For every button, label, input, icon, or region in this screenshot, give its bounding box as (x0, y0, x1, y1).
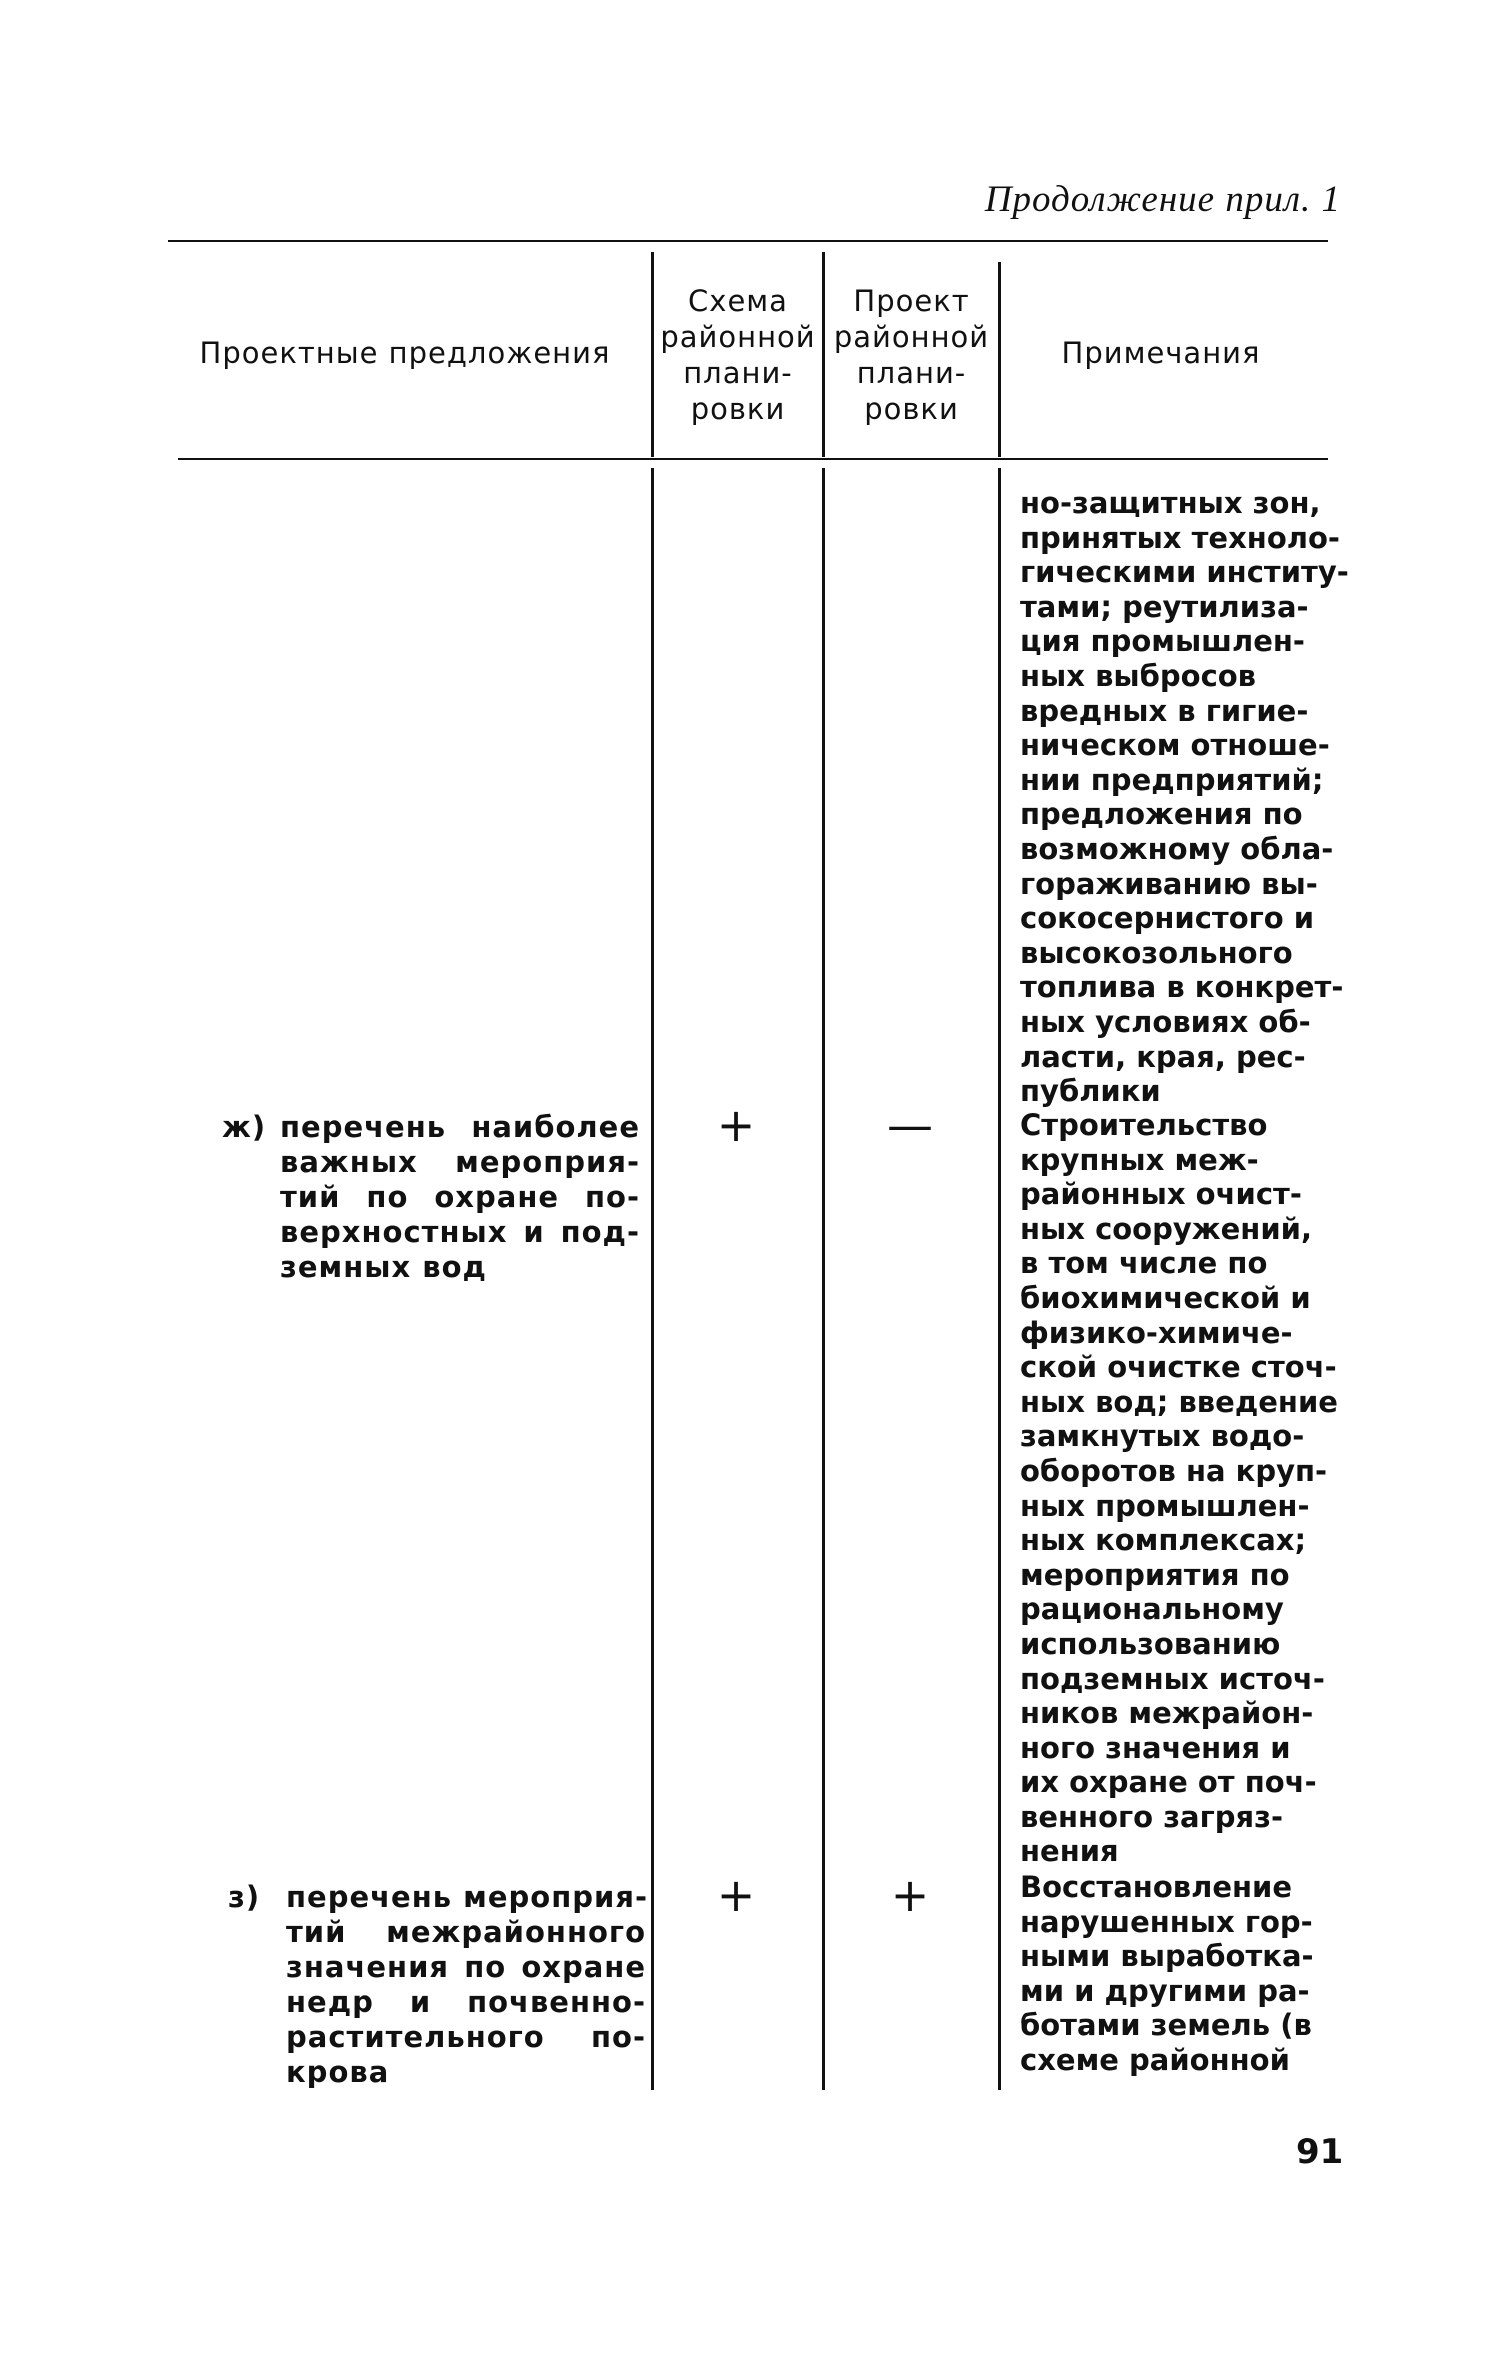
item-note: Строительство крупных меж- районных очист- ных сооружений, в том числе по биохимической и физико-химиче- ской очистке сточ- ных вод; введение замкнутых водо- оборотов на круп- ных промышлен- ных комплексах; мероприятия по рациональному использованию подземных источ- ников межрайон- ного значения и их охране от поч- венного загряз- нения (1020, 1108, 1338, 1869)
header-scheme: Схема районной плани- ровки (660, 284, 816, 426)
scheme-mark: + (716, 1098, 756, 1152)
page-caption: Продолжение прил. 1 (984, 179, 1341, 220)
table-row (222, 1110, 642, 1290)
project-mark: + (890, 1868, 930, 1922)
header-bottom-rule (178, 458, 1328, 460)
item-label: з) (228, 1880, 261, 1914)
scheme-mark: + (716, 1868, 756, 1922)
continued-note: но-защитных зон, принятых техноло- гическими институ- тами; реутилиза- ция промышлен- ных выбросов вредных в гигие- ническом отноше- нии предприятий; предложения по возможному обла- гораживанию вы- сокосернистого и высокозольного топлива в конкрет- ных условиях об- ласти, края, рес- публики (1020, 486, 1349, 1109)
project-mark: — (887, 1098, 933, 1152)
page-number: 91 (1296, 2132, 1344, 2172)
table-row (228, 1880, 648, 2095)
table-top-rule (168, 240, 1328, 242)
item-text: перечень мероприя- тий межрайонного значения по охране недр и почвенно- растительного по- крова (286, 1880, 649, 2089)
column-divider-3-body (998, 468, 1001, 2090)
header-notes: Примечания (1061, 336, 1261, 370)
item-note: Восстановление нарушенных гор- ными выработка- ми и другими ра- ботами земель (в схеме районной (1020, 1870, 1314, 2077)
column-divider-2-body (822, 468, 825, 2090)
header-proposals: Проектные предложения (199, 336, 611, 370)
header-project: Проект районной плани- ровки (833, 284, 990, 426)
item-label: ж) (222, 1110, 267, 1144)
item-text: перечень наиболее важных мероприя- тий по охране по- верхностных и под- земных вод (280, 1110, 640, 1284)
column-divider-1-body (651, 468, 654, 2090)
